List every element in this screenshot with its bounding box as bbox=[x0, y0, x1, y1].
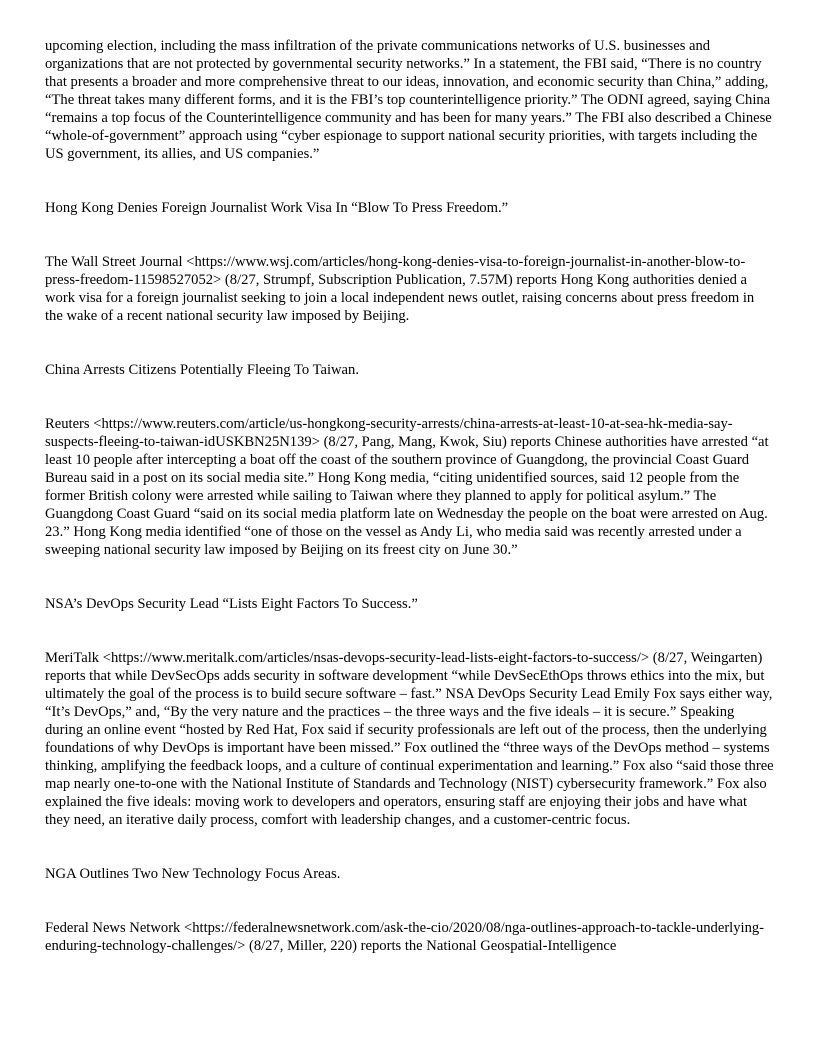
paragraph-spacer bbox=[45, 163, 775, 199]
article-body-fbi-odni: upcoming election, including the mass infiltration of the private communications networks of U.S. businesses and organizations that are not protected by governmental security networks.” In a statement, the FBI said, “There is no country that presents a broader and more comprehensive threat to our ideas, innovation, and economic security than China,” adding, “The threat takes many different forms, and it is the FBI’s top counterintelligence priority.” The ODNI agreed, saying China “remains a top focus of the Counterintelligence community and has been for many years.” The FBI also described a Chinese “whole-of-government” approach using “cyber espionage to support national security priorities, with targets including the US government, its allies, and US companies.” bbox=[45, 38, 772, 162]
paragraph-spacer bbox=[45, 217, 775, 253]
paragraph-spacer bbox=[45, 559, 775, 595]
paragraph-spacer bbox=[45, 613, 775, 649]
headline-nga-focus-areas: NGA Outlines Two New Technology Focus Areas. bbox=[45, 866, 341, 882]
article-body-reuters: Reuters <https://www.reuters.com/article/us-hongkong-security-arrests/china-arrests-at-least-10-at-sea-hk-media-say-suspects-fleeing-to-taiwan-idUSKBN25N139> (8/27, Pang, Mang, Kwok, Siu) reports Chinese authorities have arrested “at least 10 people after intercepting a boat off the coast of the southern province of Guangdong, the provincial Coast Guard Bureau said in a post on its social media site.” Hong Kong media, “citing unidentified sources, said 12 people from the former British colony were arrested while sailing to Taiwan where they planned to apply for political asylum.” The Guangdong Coast Guard “said on its social media platform late on Wednesday the people on the boat were arrested on Aug. 23.” Hong Kong media identified “one of those on the vessel as Andy Li, who media said was recently arrested under a sweeping national security law imposed by Beijing on its freest city on June 30.” bbox=[45, 416, 769, 558]
paragraph-spacer bbox=[45, 379, 775, 415]
article-body-federal-news-network: Federal News Network <https://federalnewsnetwork.com/ask-the-cio/2020/08/nga-outlines-approach-to-tackle-underlying-enduring-technology-challenges/> (8/27, Miller, 220) reports the National Geospatial-Intelligence bbox=[45, 920, 765, 954]
article-body-wsj: The Wall Street Journal <https://www.wsj.com/articles/hong-kong-denies-visa-to-foreign-journalist-in-another-blow-to-press-freedom-11598527052> (8/27, Strumpf, Subscription Publication, 7.57M) reports Hong Kong authorities denied a work visa for a foreign journalist seeking to join a local independent news outlet, raising concerns about press freedom in the wake of a recent national security law imposed by Beijing. bbox=[45, 254, 755, 324]
paragraph-spacer bbox=[45, 883, 775, 919]
headline-china-arrests: China Arrests Citizens Potentially Fleeing To Taiwan. bbox=[45, 362, 359, 378]
article-body-meritalk: MeriTalk <https://www.meritalk.com/articles/nsas-devops-security-lead-lists-eight-factors-to-success/> (8/27, Weingarten) reports that while DevSecOps adds security in software development “while DevSecEthOps throws ethics into the mix, but ultimately the goal of the process is to build secure software – fast.” NSA DevOps Security Lead Emily Fox says either way, “It’s DevOps,” and, “By the very nature and the practices – the three ways and the five ideals – it is secure.” Speaking during an online event “hosted by Red Hat, Fox said if security professionals are left out of the process, then the underlying foundations of why DevOps is important have been missed.” Fox outlined the “three ways of the DevOps method – systems thinking, amplifying the feedback loops, and a culture of continual experimentation and learning.” Fox also “said those three map nearly one-to-one with the National Institute of Standards and Technology (NIST) cybersecurity framework.” Fox also explained the five ideals: moving work to developers and operators, ensuring staff are enjoying their jobs and have what they need, an iterative daily process, comfort with leadership changes, and a customer-centric focus. bbox=[45, 650, 774, 828]
headline-nsa-devops: NSA’s DevOps Security Lead “Lists Eight Factors To Success.” bbox=[45, 596, 418, 612]
paragraph-spacer bbox=[45, 829, 775, 865]
paragraph-spacer bbox=[45, 325, 775, 361]
document-page bbox=[45, 37, 775, 955]
headline-hong-kong-visa: Hong Kong Denies Foreign Journalist Work Visa In “Blow To Press Freedom.” bbox=[45, 200, 509, 216]
